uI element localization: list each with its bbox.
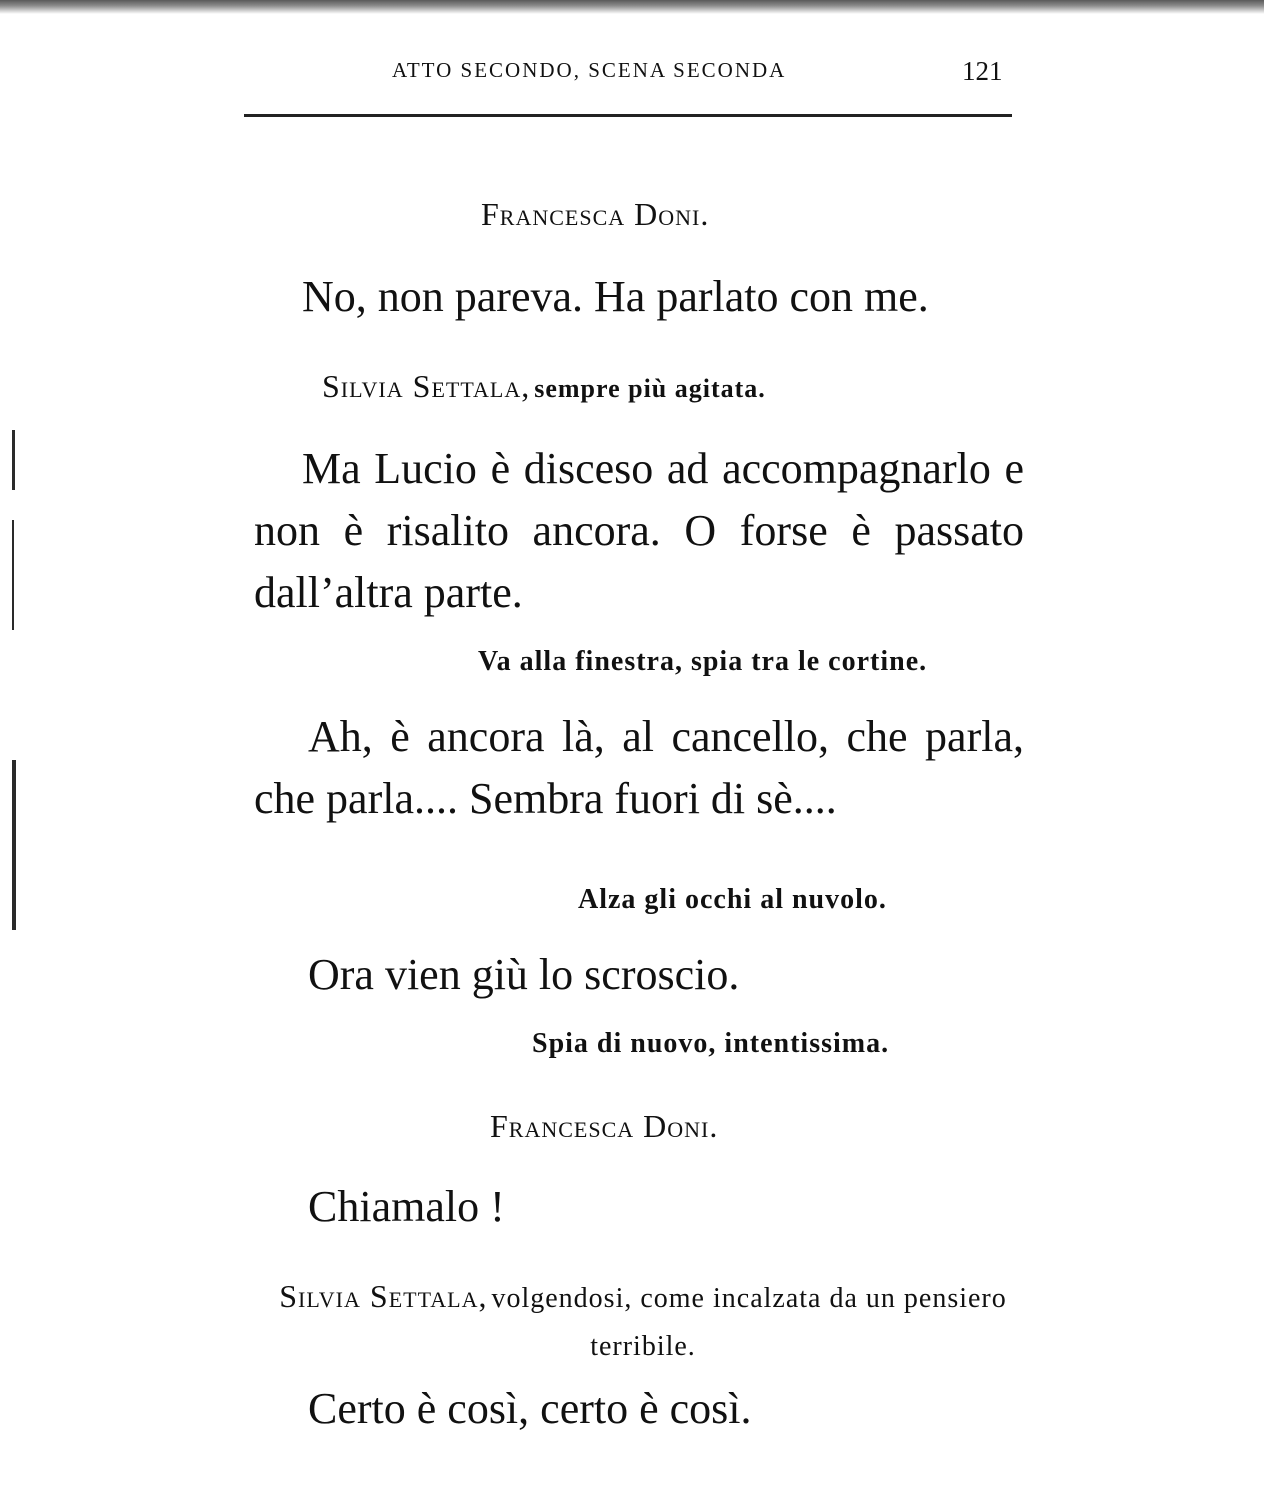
speech-line: Certo è così, certo è così. xyxy=(308,1384,752,1433)
speech-paragraph: Ma Lucio è disceso ad accompagnarlo e non è risalito ancora. O forse è passato dall’altra parte. xyxy=(254,444,1024,617)
page-number: 121 xyxy=(962,56,1003,86)
speech-line: Ora vien giù lo scroscio. xyxy=(308,950,740,999)
stage-direction: Alza gli occhi al nuvolo. xyxy=(578,884,887,915)
scan-left-edge xyxy=(6,430,22,930)
stage-direction: Spia di nuovo, intentissima. xyxy=(532,1028,890,1059)
scan-top-edge xyxy=(0,0,1264,14)
stage-direction: sempre più agitata. xyxy=(534,374,766,403)
stage-direction: volgendosi, come incalzata da un pensiero terribile. xyxy=(491,1283,1007,1362)
speaker-francesca-doni: Francesca Doni. xyxy=(490,1108,719,1144)
stage-direction-row xyxy=(322,368,766,405)
header-rule xyxy=(244,114,1012,117)
speech-line: Chiamalo ! xyxy=(308,1182,505,1231)
running-title: ATTO SECONDO, SCENA SECONDA xyxy=(392,58,787,82)
speaker-francesca-doni: Francesca Doni. xyxy=(481,196,710,232)
stage-direction-row xyxy=(256,1274,1030,1373)
speaker-silvia-settala: Silvia Settala, xyxy=(279,1278,488,1314)
stage-direction: Va alla finestra, spia tra le cortine. xyxy=(478,646,928,677)
speech-paragraph: Ah, è ancora là, al cancello, che parla, che parla.... Sembra fuori di sè.... xyxy=(254,712,1024,823)
speaker-silvia-settala: Silvia Settala, xyxy=(322,368,531,404)
speech-line: No, non pareva. Ha parlato con me. xyxy=(302,272,929,321)
